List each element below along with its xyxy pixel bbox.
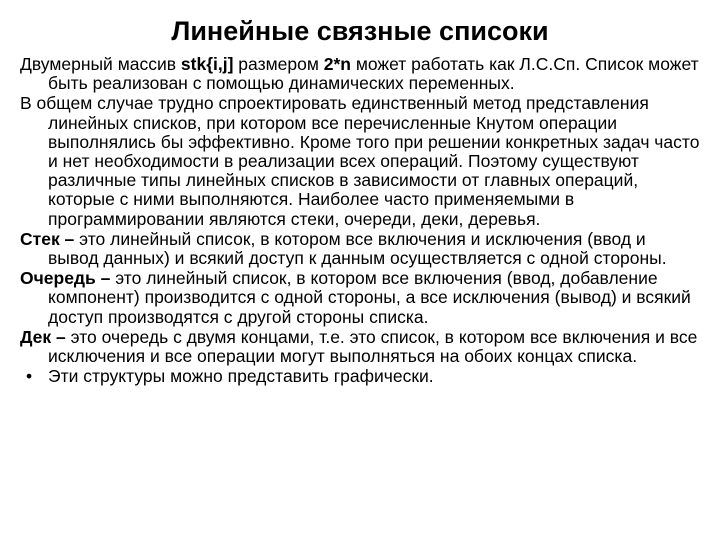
- paragraph-queue: [20, 269, 700, 327]
- slide-body: [20, 55, 700, 387]
- queue-definition: это линейный список, в котором все включения (ввод, добавление компонент) производится с одной стороны, а все исключения (вывод) и всякий доступ производятся с другой стороны списка.: [48, 268, 691, 327]
- term-stack: Стек –: [20, 228, 75, 249]
- term-queue: Очередь –: [20, 268, 111, 289]
- bullet-icon: •: [26, 366, 33, 387]
- paragraph-deque: [20, 328, 700, 366]
- p1-before: Двумерный массив: [20, 54, 181, 74]
- stack-definition: это линейный список, в котором все включения и исключения (ввод и вывод данных) и всякий доступ к данным осуществляется с одной стороны.: [48, 228, 667, 269]
- slide-title: Линейные связные списоки: [171, 16, 549, 46]
- term-deque: Дек –: [20, 326, 66, 347]
- p1-mid: размером: [233, 54, 324, 74]
- p1-after: может работать как Л.С.Сп. Список может быть реализован с помощью динамических переменных.: [48, 54, 699, 94]
- paragraph-general: В общем случае трудно спроектировать единственный метод представления линейных списков, при котором все перечисленные Кнутом операции выполнялись бы эффективно. Кроме того при решении конкретных задач часто и нет необходимости в реализации всех операций. Поэтому существуют различные типы линейных списков в зависимости от главных операций, которые с ними выполняются. Наиболее часто применяемыми в программировании являются стеки, очереди, деки, деревья.: [20, 93, 700, 229]
- bullet-text: Эти структуры можно представить графически.: [48, 366, 434, 387]
- paragraph-stack: [20, 230, 700, 268]
- p1-bold-size: 2*n: [323, 54, 351, 74]
- bullet-item: [20, 367, 700, 386]
- paragraph-2d-array: [20, 55, 700, 93]
- deque-definition: это очередь с двумя концами, т.е. это список, в котором все включения и все исключения и все операции могут выполняться на обоих концах списка.: [48, 326, 698, 367]
- p1-bold-stk: stk{i,j]: [180, 54, 234, 74]
